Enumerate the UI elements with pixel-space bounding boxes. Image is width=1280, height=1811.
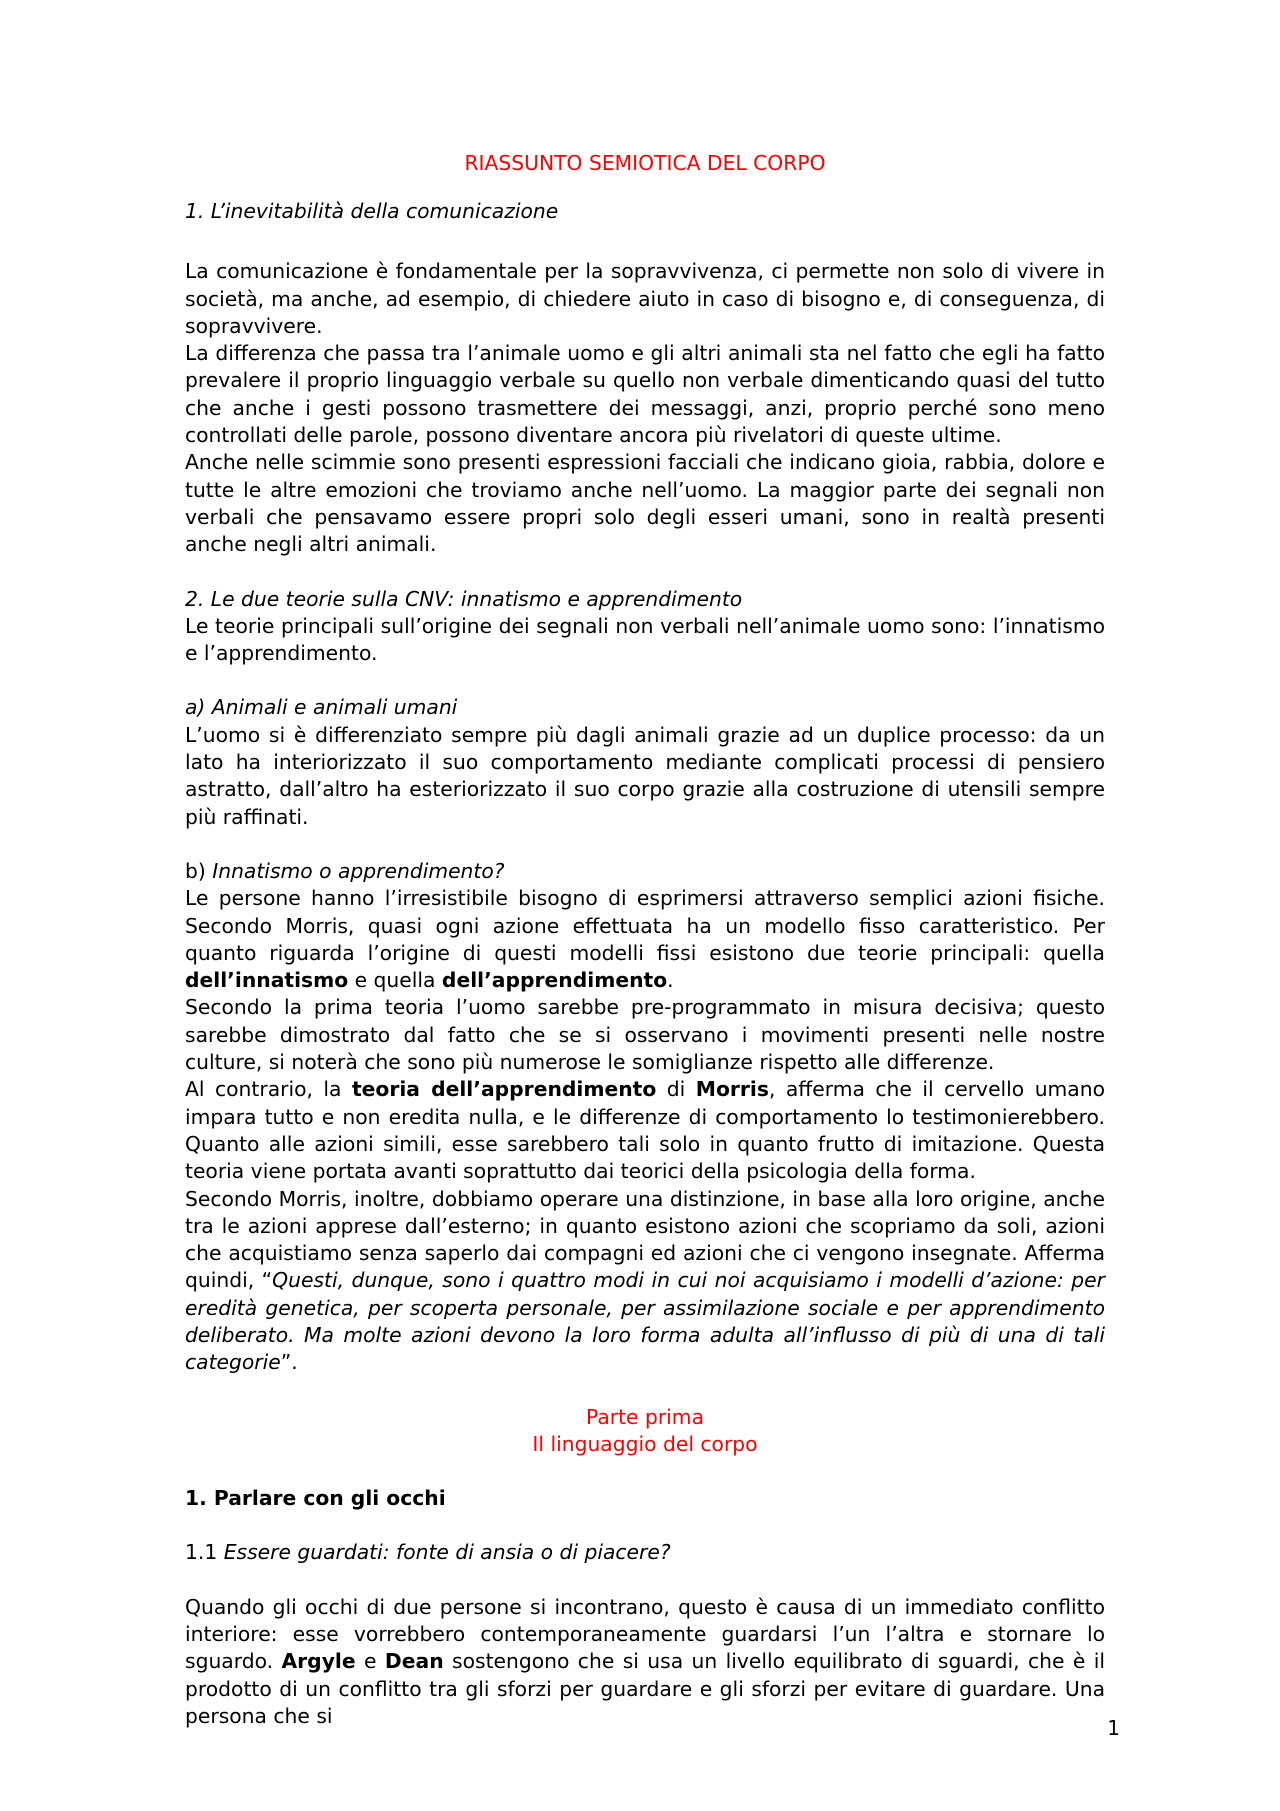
document-title: RIASSUNTO SEMIOTICA DEL CORPO bbox=[464, 151, 826, 175]
term-morris: Morris bbox=[695, 1077, 769, 1102]
section-b-paragraph-3 bbox=[185, 1076, 1105, 1185]
term-teoria-apprendimento: teoria dell’apprendimento bbox=[351, 1077, 657, 1102]
section-1-paragraph-1: La comunicazione è fondamentale per la sopravvivenza, ci permette non solo di vivere in società, ma anche, ad esempio, di chiedere aiuto in caso di bisogno e, di conseguenza, di sopravvivere. bbox=[185, 259, 1105, 338]
document-page bbox=[185, 150, 1105, 1730]
page-number: 1 bbox=[1107, 1716, 1120, 1740]
term-apprendimento: dell’apprendimento bbox=[441, 968, 668, 993]
section-a-heading: a) Animali e animali umani bbox=[185, 695, 458, 720]
name-dean: Dean bbox=[384, 1649, 444, 1674]
term-innatismo: dell’innatismo bbox=[185, 968, 349, 993]
section-2-paragraph-1: Le teorie principali sull’origine dei segnali non verbali nell’animale uomo sono: l’innatismo e l’apprendimento. bbox=[185, 613, 1105, 666]
text-run: Al contrario, la bbox=[185, 1077, 352, 1102]
part-title-line-2: Il linguaggio del corpo bbox=[532, 1431, 758, 1456]
name-argyle: Argyle bbox=[281, 1649, 356, 1674]
section-1-paragraph-3: Anche nelle scimmie sono presenti espressioni facciali che indicano gioia, rabbia, dolore e tutte le altre emozioni che troviamo anche nell’uomo. La maggior parte dei segnali non verbali che pensavamo essere propri solo degli esseri umani, sono in realtà presenti anche negli altri animali. bbox=[185, 450, 1105, 557]
section-a-paragraph-1: L’uomo si è differenziato sempre più dagli animali grazie ad un duplice processo: da un lato ha interiorizzato il suo comportamento mediante complicati processi di pensiero astratto, dall’altro ha esteriorizzato il suo corpo grazie alla costruzione di utensili sempre più raffinati. bbox=[185, 722, 1105, 829]
text-run: ”. bbox=[280, 1350, 298, 1375]
section-b-heading bbox=[185, 858, 1105, 885]
text-run: Quando gli occhi di due persone si incontrano, questo è causa di un immediato conflitto interiore: esse vorrebbero contemporaneamente guardarsi l’un l’altra e stornare lo sguardo. bbox=[185, 1594, 1105, 1674]
subsection-label: 1.1 bbox=[185, 1540, 224, 1565]
text-run: e quella bbox=[348, 968, 442, 993]
text-run: . bbox=[667, 968, 674, 993]
section-b-paragraph-4 bbox=[185, 1186, 1105, 1377]
text-run: di bbox=[656, 1077, 696, 1102]
text-run: , afferma che il cervello umano impara tutto e non eredita nulla, e le differenze di comportamento lo testimonierebbero. Quanto alle azioni simili, esse sarebbero tali solo in quanto frutto di imitazione. Questa teoria viene portata avanti soprattutto dai teorici della psicologia della forma. bbox=[185, 1077, 1105, 1184]
subsection-title: Essere guardati: fonte di ansia o di piacere? bbox=[223, 1540, 671, 1565]
text-run: Le persone hanno l’irresistibile bisogno di esprimersi attraverso semplici azioni fisiche. Secondo Morris, quasi ogni azione effettuata ha un modello fisso caratteristico. Per quanto riguarda l’origine di questi modelli fissi esistono due teorie principali: quella bbox=[185, 886, 1105, 965]
chapter-1-heading: 1. Parlare con gli occhi bbox=[185, 1486, 446, 1511]
text-run: Secondo Morris, inoltre, dobbiamo operare una distinzione, in base alla loro origine, anche tra le azioni apprese dall’esterno; in quanto esistono azioni che scopriamo da soli, azioni che acquistiamo senza saperlo dai compagni ed azioni che ci vengono insegnate. Afferma quindi, “ bbox=[185, 1186, 1105, 1293]
section-b-paragraph-2: Secondo la prima teoria l’uomo sarebbe pre-programmato in misura decisiva; questo sarebbe dimostrato dal fatto che se si osservano i movimenti presenti nelle nostre culture, si noterà che sono più numerose le somiglianze rispetto alle differenze. bbox=[185, 995, 1105, 1075]
section-b-title: Innatismo o apprendimento? bbox=[212, 858, 505, 883]
part-title-line-1: Parte prima bbox=[586, 1404, 704, 1429]
subsection-1-1-paragraph-1 bbox=[185, 1594, 1105, 1730]
section-1-paragraph-2: La differenza che passa tra l’animale uomo e gli altri animali sta nel fatto che egli ha fatto prevalere il proprio linguaggio verbale su quello non verbale dimenticando quasi del tutto che anche i gesti possono trasmettere dei messaggi, anzi, proprio perché sono meno controllati delle parole, possono diventare ancora più rivelatori di queste ultime. bbox=[185, 341, 1105, 448]
section-b-paragraph-1 bbox=[185, 885, 1105, 994]
section-b-label: b) bbox=[185, 858, 213, 883]
text-run: sostengono che si usa un livello equilibrato di sguardi, che è il prodotto di un conflitto tra gli sforzi per guardare e gli sforzi per evitare di guardare. Una persona che si bbox=[185, 1649, 1105, 1728]
quotation: Questi, dunque, sono i quattro modi in cui noi acquisiamo i modelli d’azione: per eredità genetica, per scoperta personale, per assimilazione sociale e per apprendimento deliberato. Ma molte azioni devono la loro forma adulta all’influsso di più di una di tali categorie bbox=[185, 1268, 1105, 1375]
text-run: e bbox=[355, 1649, 385, 1674]
subsection-1-1-heading bbox=[185, 1539, 1105, 1566]
section-2-heading: 2. Le due teorie sulla CNV: innatismo e apprendimento bbox=[185, 586, 743, 611]
section-1-heading: 1. L’inevitabilità della comunicazione bbox=[185, 199, 559, 223]
